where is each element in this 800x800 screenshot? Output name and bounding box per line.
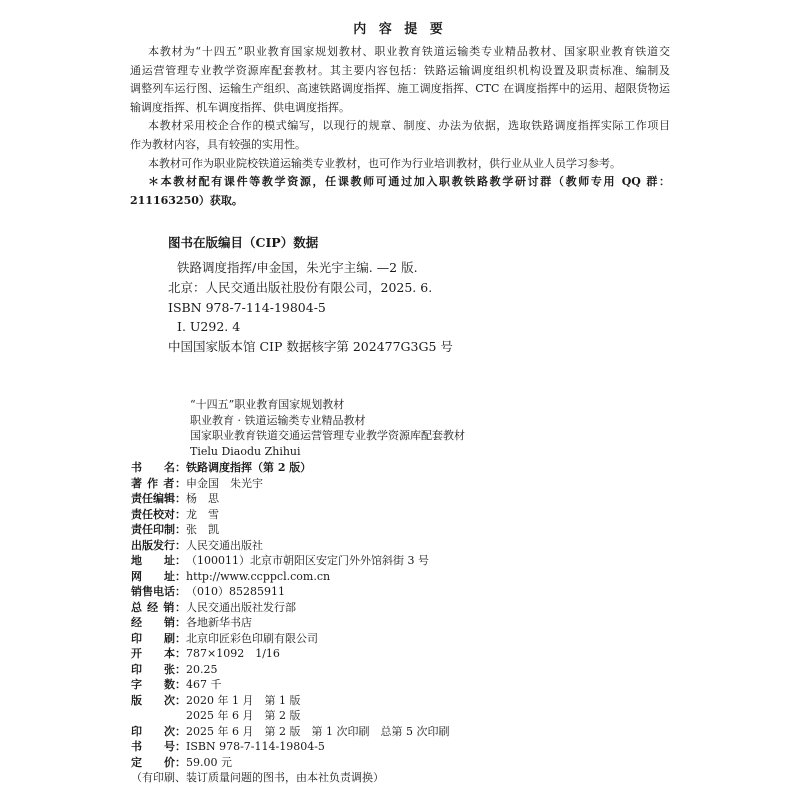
imprint-row-publisher <box>131 538 691 554</box>
imprint-value: 人民交通出版社 <box>186 538 263 552</box>
imprint-row-website <box>131 569 691 585</box>
imprint-value: 467 千 <box>186 678 222 691</box>
imprint-row-edition-2 <box>131 708 691 724</box>
imprint-row-edition <box>131 693 691 709</box>
imprint-value: ISBN 978-7-114-19804-5 <box>186 740 325 753</box>
imprint-label: 出版发行： <box>131 538 186 552</box>
imprint-row-printer <box>131 631 691 647</box>
imprint-value: 申金国 朱光宇 <box>186 476 263 490</box>
series-line: “十四五”职业教育国家规划教材 <box>190 398 345 411</box>
imprint-label: 地 址： <box>131 554 186 567</box>
imprint-value: 北京印匠彩色印刷有限公司 <box>186 631 318 645</box>
imprint-value: 59.00 元 <box>186 755 232 769</box>
imprint-label: 定 价： <box>131 755 186 769</box>
imprint-label: 印 张： <box>131 662 186 676</box>
series-pinyin-title: Tielu Diaodu Zhihui <box>190 444 301 458</box>
imprint-row-general-distributor <box>131 600 691 616</box>
imprint-label: 开 本： <box>131 647 186 660</box>
imprint-row-print-supervisor <box>131 522 691 538</box>
resource-note-line: ＊本教材配有课件等教学资源，任课教师可通过加入职教铁路教学研讨群（教师专用 QQ 群： <box>148 175 670 189</box>
quality-note: （有印刷、装订质量问题的图书，由本社负责调换） <box>131 771 384 784</box>
imprint-label: 字 数： <box>131 678 186 691</box>
imprint-value: 杨 思 <box>186 492 219 505</box>
imprint-label: 总 经 销： <box>131 600 186 614</box>
imprint-row-isbn <box>131 739 691 755</box>
imprint-value: 2025 年 6 月 第 2 版 第 1 次印刷 总第 5 次印刷 <box>186 724 450 738</box>
imprint-label: 印 次： <box>131 724 186 738</box>
cip-heading: 图书在版编目（CIP）数据 <box>168 235 319 250</box>
summary-line: 作为教材内容，具有较强的实用性。 <box>130 137 306 151</box>
series-info <box>190 397 610 459</box>
imprint-value: 2020 年 1 月 第 1 版 <box>186 693 301 707</box>
summary-line: 调整列车运行图、运输生产组织、高速铁路调度指挥、施工调度指挥、CTC 在调度指挥中的运用、超限货物运 <box>130 82 670 96</box>
imprint-value: （010）85285911 <box>186 585 285 598</box>
imprint-row-sales-phone <box>131 584 691 600</box>
imprint-value: 人民交通出版社发行部 <box>186 600 296 614</box>
imprint-row-printing <box>131 724 691 740</box>
imprint-value: （100011）北京市朝阳区安定门外外馆斜街 3 号 <box>186 554 429 567</box>
imprint-label: 经 销： <box>131 616 186 629</box>
summary-line: 通运营管理专业教学资源库配套教材。其主要内容包括：铁路运输调度组织机构设置及职责标准、编制及 <box>130 63 670 77</box>
imprint-value: 787×1092 1/16 <box>186 647 280 660</box>
summary-heading: 内 容 提 要 <box>353 22 447 37</box>
cip-line: ISBN 978-7-114-19804-5 <box>168 299 326 315</box>
summary-line: 本教材为“十四五”职业教育国家规划教材、职业教育铁道运输类专业精品教材、国家职业教育铁道交 <box>148 45 670 58</box>
imprint-value: 各地新华书店 <box>186 616 252 629</box>
imprint-table <box>131 460 691 786</box>
imprint-row-authors <box>131 476 691 492</box>
imprint-label: 责任编辑： <box>131 492 186 505</box>
imprint-value: 龙 雪 <box>186 507 219 521</box>
imprint-label: 版 次： <box>131 693 186 707</box>
imprint-row-editor <box>131 491 691 507</box>
cip-line: 铁路调度指挥/申金国，朱光宇主编. —2 版. <box>177 260 418 275</box>
imprint-label: 印 刷： <box>131 631 186 645</box>
imprint-row-word-count <box>131 677 691 693</box>
series-line: 职业教育 · 铁道运输类专业精品教材 <box>190 413 366 427</box>
imprint-value: 20.25 <box>186 662 218 676</box>
imprint-value: 2025 年 6 月 第 2 版 <box>186 709 301 722</box>
imprint-label: 著 作 者： <box>131 476 186 490</box>
imprint-row-title <box>131 460 691 476</box>
imprint-label: 责任印制： <box>131 523 186 536</box>
imprint-value: 铁路调度指挥（第 2 版） <box>186 461 312 474</box>
resource-note-line: 211163250）获取。 <box>130 193 243 207</box>
imprint-row-distributor <box>131 615 691 631</box>
imprint-value: 张 凯 <box>186 523 219 536</box>
series-line: 国家职业教育铁道交通运营管理专业教学资源库配套教材 <box>190 429 465 443</box>
summary-text <box>130 43 670 210</box>
cip-record <box>168 258 588 357</box>
imprint-label: 网 址： <box>131 569 186 583</box>
imprint-label: 销售电话： <box>131 585 186 598</box>
imprint-label: 书 号： <box>131 740 186 753</box>
imprint-row-price <box>131 755 691 771</box>
summary-line: 本教材可作为职业院校铁道运输类专业教材，也可作为行业培训教材，供行业从业人员学习参考。 <box>148 156 621 170</box>
cip-line: 中国国家版本馆 CIP 数据核字第 202477G3G5 号 <box>168 339 453 355</box>
imprint-value: http://www.ccppcl.com.cn <box>186 569 331 583</box>
imprint-row-format <box>131 646 691 662</box>
imprint-row-address <box>131 553 691 569</box>
summary-line: 输调度指挥、机车调度指挥、供电调度指挥。 <box>130 100 350 114</box>
summary-line: 本教材采用校企合作的模式编写，以现行的规章、制度、办法为依据，选取铁路调度指挥实际工作项目 <box>148 119 670 133</box>
imprint-row-sheets <box>131 662 691 678</box>
imprint-label: 书 名： <box>131 461 186 474</box>
cip-line: 北京：人民交通出版社股份有限公司，2025. 6. <box>168 279 433 295</box>
imprint-row-proofreader <box>131 507 691 523</box>
cip-line: Ⅰ. U292. 4 <box>177 319 241 335</box>
imprint-label: 责任校对： <box>131 507 186 521</box>
